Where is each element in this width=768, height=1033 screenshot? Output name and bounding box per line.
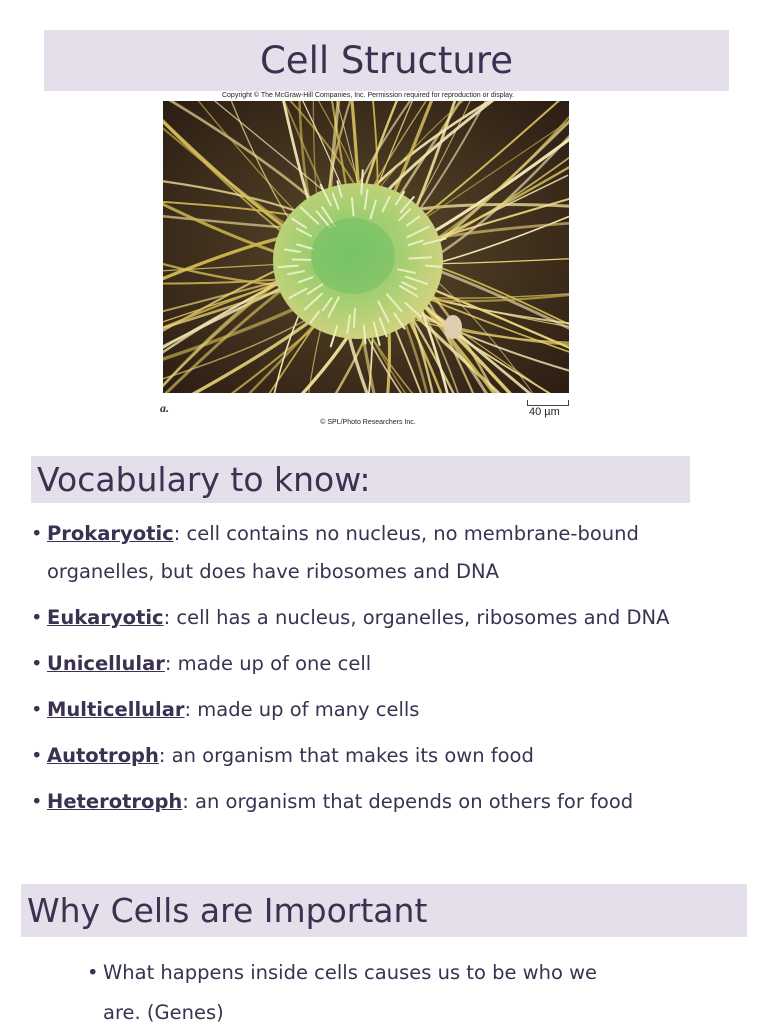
figure-copyright: Copyright © The McGraw-Hill Companies, Inc. Permission required for reproduction or display. [150,92,586,99]
figure-panel-letter: a. [160,401,169,416]
vocab-term: Autotroph [47,744,159,767]
bullet-icon: • [31,515,43,553]
why-list [87,953,607,1033]
vocab-definition: : an organism that makes its own food [159,744,534,767]
vocab-item [31,599,721,637]
vocab-definition: : made up of many cells [184,698,419,721]
vocab-item [31,783,721,821]
vocab-item [31,737,721,775]
vocab-definition: : cell contains no nucleus, no membrane-bound organelles, but does have ribosomes and DNA [47,522,639,583]
vocab-term: Eukaryotic [47,606,164,629]
page-title: Cell Structure [44,30,729,91]
bullet-icon: • [31,691,43,729]
bullet-icon: • [31,783,43,821]
bullet-icon: • [87,953,99,993]
vocab-term: Heterotroph [47,790,182,813]
vocab-definition: : made up of one cell [165,652,371,675]
vocab-term: Multicellular [47,698,184,721]
vocab-item [31,691,721,729]
vocab-banner [31,456,690,503]
vocab-item [31,645,721,683]
cell-spine [354,309,355,328]
bullet-icon: • [31,645,43,683]
vocab-list [31,515,721,829]
title-banner [44,30,729,91]
cell-micrograph [163,101,569,393]
vocab-definition: : cell has a nucleus, organelles, ribosomes and DNA [164,606,670,629]
why-banner [21,884,747,937]
bullet-icon: • [31,599,43,637]
cell-spine [426,266,442,267]
scale-label: 40 µm [529,406,560,418]
cell-spine [361,170,362,194]
why-text: What happens inside cells causes us to be who we are. (Genes) [103,961,597,1024]
vocab-item [31,515,721,591]
vocab-heading: Vocabulary to know: [37,456,690,503]
photo-credit: © SPL/Photo Researchers Inc. [268,419,468,426]
bullet-icon: • [31,737,43,775]
vocab-term: Unicellular [47,652,165,675]
why-heading: Why Cells are Important [27,884,747,937]
why-item [87,953,607,1033]
vocab-definition: : an organism that depends on others for food [182,790,633,813]
cell-spine [409,257,431,258]
vocab-term: Prokaryotic [47,522,174,545]
